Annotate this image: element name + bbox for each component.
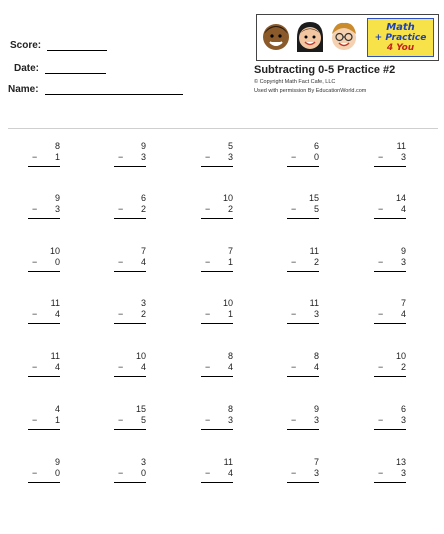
subtrahend-line	[118, 362, 146, 373]
minus-sign: −	[291, 415, 297, 425]
answer-line[interactable]	[201, 218, 233, 219]
answer-line[interactable]	[374, 376, 406, 377]
subtraction-problem	[291, 457, 319, 483]
subtraction-problem	[205, 193, 233, 219]
minus-sign: −	[32, 362, 38, 372]
minus-sign: −	[291, 309, 297, 319]
subtrahend: 3	[313, 468, 319, 478]
subtrahend-line	[291, 309, 319, 320]
subtrahend-line	[32, 415, 60, 426]
subtrahend: 3	[400, 257, 406, 267]
answer-line[interactable]	[287, 166, 319, 167]
answer-line[interactable]	[374, 429, 406, 430]
answer-line[interactable]	[28, 482, 60, 483]
subtrahend-line	[205, 362, 233, 373]
minuend: 10	[222, 298, 233, 308]
answer-line[interactable]	[201, 166, 233, 167]
minus-sign: −	[205, 152, 211, 162]
subtrahend: 3	[227, 152, 233, 162]
subtraction-problem	[378, 298, 406, 324]
worksheet-title: Subtracting 0-5 Practice #2	[254, 64, 396, 76]
score-label: Score:	[10, 40, 42, 51]
minuend: 3	[140, 457, 146, 467]
subtrahend: 2	[313, 257, 319, 267]
answer-line[interactable]	[201, 271, 233, 272]
subtraction-problem	[291, 298, 319, 324]
subtrahend: 5	[313, 204, 319, 214]
subtrahend: 3	[140, 152, 146, 162]
answer-line[interactable]	[201, 323, 233, 324]
subtraction-problem	[118, 298, 146, 324]
answer-line[interactable]	[114, 271, 146, 272]
subtrahend-line	[378, 257, 406, 268]
answer-line[interactable]	[114, 323, 146, 324]
minus-sign: −	[32, 415, 38, 425]
minuend: 3	[140, 298, 146, 308]
subtraction-problem	[118, 457, 146, 483]
subtrahend: 4	[313, 362, 319, 372]
minus-sign: −	[205, 204, 211, 214]
answer-line[interactable]	[201, 482, 233, 483]
subtrahend: 2	[227, 204, 233, 214]
minus-sign: −	[291, 152, 297, 162]
minus-sign: −	[205, 309, 211, 319]
minuend: 8	[227, 351, 233, 361]
subtrahend-line	[378, 152, 406, 163]
subtrahend-line	[378, 415, 406, 426]
subtraction-problem	[118, 404, 146, 430]
subtrahend: 3	[54, 204, 60, 214]
minuend: 10	[49, 246, 60, 256]
subtrahend-line	[118, 468, 146, 479]
subtraction-problem	[118, 141, 146, 167]
minuend: 15	[308, 193, 319, 203]
answer-line[interactable]	[114, 376, 146, 377]
answer-line[interactable]	[287, 482, 319, 483]
minus-sign: −	[205, 362, 211, 372]
subtrahend: 5	[140, 415, 146, 425]
minus-sign: −	[118, 204, 124, 214]
answer-line[interactable]	[28, 271, 60, 272]
subtrahend: 4	[227, 362, 233, 372]
subtrahend-line	[118, 415, 146, 426]
subtrahend-line	[32, 468, 60, 479]
minus-sign: −	[291, 362, 297, 372]
subtraction-problem	[291, 404, 319, 430]
answer-line[interactable]	[374, 482, 406, 483]
subtraction-problem	[291, 141, 319, 167]
answer-line[interactable]	[28, 376, 60, 377]
subtrahend: 0	[313, 152, 319, 162]
minus-sign: −	[118, 362, 124, 372]
subtrahend: 4	[140, 362, 146, 372]
minus-sign: −	[378, 204, 384, 214]
answer-line[interactable]	[28, 218, 60, 219]
date-label: Date:	[14, 63, 40, 74]
subtrahend: 2	[140, 204, 146, 214]
subtrahend: 1	[227, 309, 233, 319]
minus-sign: −	[32, 257, 38, 267]
subtrahend-line	[32, 152, 60, 163]
subtraction-problem	[32, 141, 60, 167]
subtraction-problem	[32, 457, 60, 483]
answer-line[interactable]	[374, 218, 406, 219]
minuend: 5	[227, 141, 233, 151]
subtraction-problem	[32, 298, 60, 324]
answer-line[interactable]	[114, 166, 146, 167]
subtrahend-line	[118, 204, 146, 215]
minus-sign: −	[205, 257, 211, 267]
minuend: 11	[223, 457, 233, 467]
subtraction-problem	[32, 404, 60, 430]
minus-sign: −	[205, 415, 211, 425]
name-label: Name:	[8, 84, 39, 95]
minuend: 7	[227, 246, 233, 256]
subtrahend: 4	[227, 468, 233, 478]
answer-line[interactable]	[28, 166, 60, 167]
minuend: 9	[400, 246, 406, 256]
minuend: 9	[54, 457, 60, 467]
answer-line[interactable]	[287, 323, 319, 324]
minuend: 11	[309, 246, 319, 256]
subtraction-problem	[378, 351, 406, 377]
minus-sign: −	[32, 468, 38, 478]
minuend: 4	[54, 404, 60, 414]
subtraction-problem	[205, 298, 233, 324]
subtrahend-line	[32, 257, 60, 268]
subtrahend-line	[378, 362, 406, 373]
minuend: 11	[309, 298, 319, 308]
minuend: 6	[313, 141, 319, 151]
subtrahend-line	[291, 204, 319, 215]
minus-sign: −	[118, 257, 124, 267]
answer-line[interactable]	[287, 218, 319, 219]
subtrahend-line	[205, 415, 233, 426]
minus-sign: −	[32, 152, 38, 162]
subtraction-problem	[118, 193, 146, 219]
minuend: 11	[396, 141, 406, 151]
subtrahend-line	[205, 152, 233, 163]
answer-line[interactable]	[374, 166, 406, 167]
answer-line[interactable]	[201, 376, 233, 377]
subtrahend: 2	[400, 362, 406, 372]
minus-sign: −	[378, 152, 384, 162]
subtraction-problem	[32, 351, 60, 377]
subtrahend: 2	[140, 309, 146, 319]
subtrahend: 3	[313, 415, 319, 425]
minuend: 7	[140, 246, 146, 256]
minus-sign: −	[291, 468, 297, 478]
answer-line[interactable]	[28, 429, 60, 430]
subtrahend-line	[32, 309, 60, 320]
answer-line[interactable]	[374, 323, 406, 324]
logo-line-3: 4 You	[386, 42, 415, 53]
logo-line-2: + Practice	[374, 32, 427, 43]
subtrahend: 1	[54, 152, 60, 162]
subtraction-problem	[378, 193, 406, 219]
minus-sign: −	[291, 257, 297, 267]
subtraction-problem	[378, 141, 406, 167]
minus-sign: −	[118, 468, 124, 478]
permission-text: Used with permission By EducationWorld.com	[254, 88, 367, 94]
minuend: 10	[222, 193, 233, 203]
minuend: 8	[227, 404, 233, 414]
minus-sign: −	[118, 152, 124, 162]
subtrahend: 0	[54, 257, 60, 267]
subtraction-problem	[205, 141, 233, 167]
subtraction-problem	[205, 246, 233, 272]
answer-line[interactable]	[287, 376, 319, 377]
minuend: 13	[395, 457, 406, 467]
subtrahend: 3	[400, 152, 406, 162]
subtraction-problem	[378, 457, 406, 483]
answer-line[interactable]	[287, 429, 319, 430]
minus-sign: −	[118, 309, 124, 319]
subtrahend: 3	[227, 415, 233, 425]
subtrahend: 4	[140, 257, 146, 267]
subtrahend-line	[205, 309, 233, 320]
minuend: 11	[50, 298, 60, 308]
minuend: 14	[395, 193, 406, 203]
minus-sign: −	[32, 204, 38, 214]
subtrahend-line	[32, 204, 60, 215]
answer-line[interactable]	[374, 271, 406, 272]
subtraction-problem	[378, 404, 406, 430]
minuend: 8	[54, 141, 60, 151]
minus-sign: −	[378, 309, 384, 319]
subtrahend-line	[378, 468, 406, 479]
answer-line[interactable]	[114, 218, 146, 219]
minuend: 6	[400, 404, 406, 414]
subtrahend: 4	[400, 309, 406, 319]
subtrahend: 1	[54, 415, 60, 425]
answer-line[interactable]	[287, 271, 319, 272]
subtrahend-line	[378, 309, 406, 320]
copyright-text: © Copyright Math Fact Cafe, LLC	[254, 79, 336, 85]
subtraction-problem	[118, 246, 146, 272]
subtrahend-line	[291, 362, 319, 373]
subtrahend-line	[118, 309, 146, 320]
subtraction-problem	[205, 404, 233, 430]
subtrahend-line	[291, 152, 319, 163]
subtraction-problem	[378, 246, 406, 272]
subtrahend: 3	[313, 309, 319, 319]
subtrahend: 0	[140, 468, 146, 478]
subtraction-problem	[291, 246, 319, 272]
subtrahend-line	[291, 415, 319, 426]
subtrahend-line	[32, 362, 60, 373]
subtraction-problem	[291, 193, 319, 219]
subtrahend: 1	[227, 257, 233, 267]
minuend: 7	[400, 298, 406, 308]
subtraction-problem	[118, 351, 146, 377]
answer-line[interactable]	[201, 429, 233, 430]
minus-sign: −	[378, 468, 384, 478]
minus-sign: −	[32, 309, 38, 319]
subtrahend-line	[118, 152, 146, 163]
minus-sign: −	[378, 362, 384, 372]
subtraction-problem	[32, 193, 60, 219]
answer-line[interactable]	[28, 323, 60, 324]
subtraction-problem	[291, 351, 319, 377]
subtrahend: 3	[400, 415, 406, 425]
subtrahend-line	[118, 257, 146, 268]
subtraction-problem	[205, 351, 233, 377]
answer-line[interactable]	[114, 429, 146, 430]
minuend: 8	[313, 351, 319, 361]
minus-sign: −	[378, 257, 384, 267]
minus-sign: −	[205, 468, 211, 478]
subtrahend: 4	[400, 204, 406, 214]
minuend: 6	[140, 193, 146, 203]
minuend: 9	[313, 404, 319, 414]
subtraction-problem	[32, 246, 60, 272]
subtrahend: 0	[54, 468, 60, 478]
minuend: 9	[54, 193, 60, 203]
subtrahend-line	[205, 468, 233, 479]
minus-sign: −	[291, 204, 297, 214]
subtrahend-line	[378, 204, 406, 215]
minuend: 9	[140, 141, 146, 151]
subtrahend: 4	[54, 309, 60, 319]
subtrahend: 4	[54, 362, 60, 372]
minus-sign: −	[378, 415, 384, 425]
minuend: 15	[135, 404, 146, 414]
logo-line-1: Math	[386, 21, 415, 33]
minuend: 10	[135, 351, 146, 361]
subtrahend-line	[291, 468, 319, 479]
answer-line[interactable]	[114, 482, 146, 483]
minuend: 10	[395, 351, 406, 361]
minuend: 7	[313, 457, 319, 467]
subtrahend: 3	[400, 468, 406, 478]
minus-sign: −	[118, 415, 124, 425]
subtrahend-line	[205, 204, 233, 215]
subtraction-problem	[205, 457, 233, 483]
subtrahend-line	[291, 257, 319, 268]
minuend: 11	[50, 351, 60, 361]
subtrahend-line	[205, 257, 233, 268]
